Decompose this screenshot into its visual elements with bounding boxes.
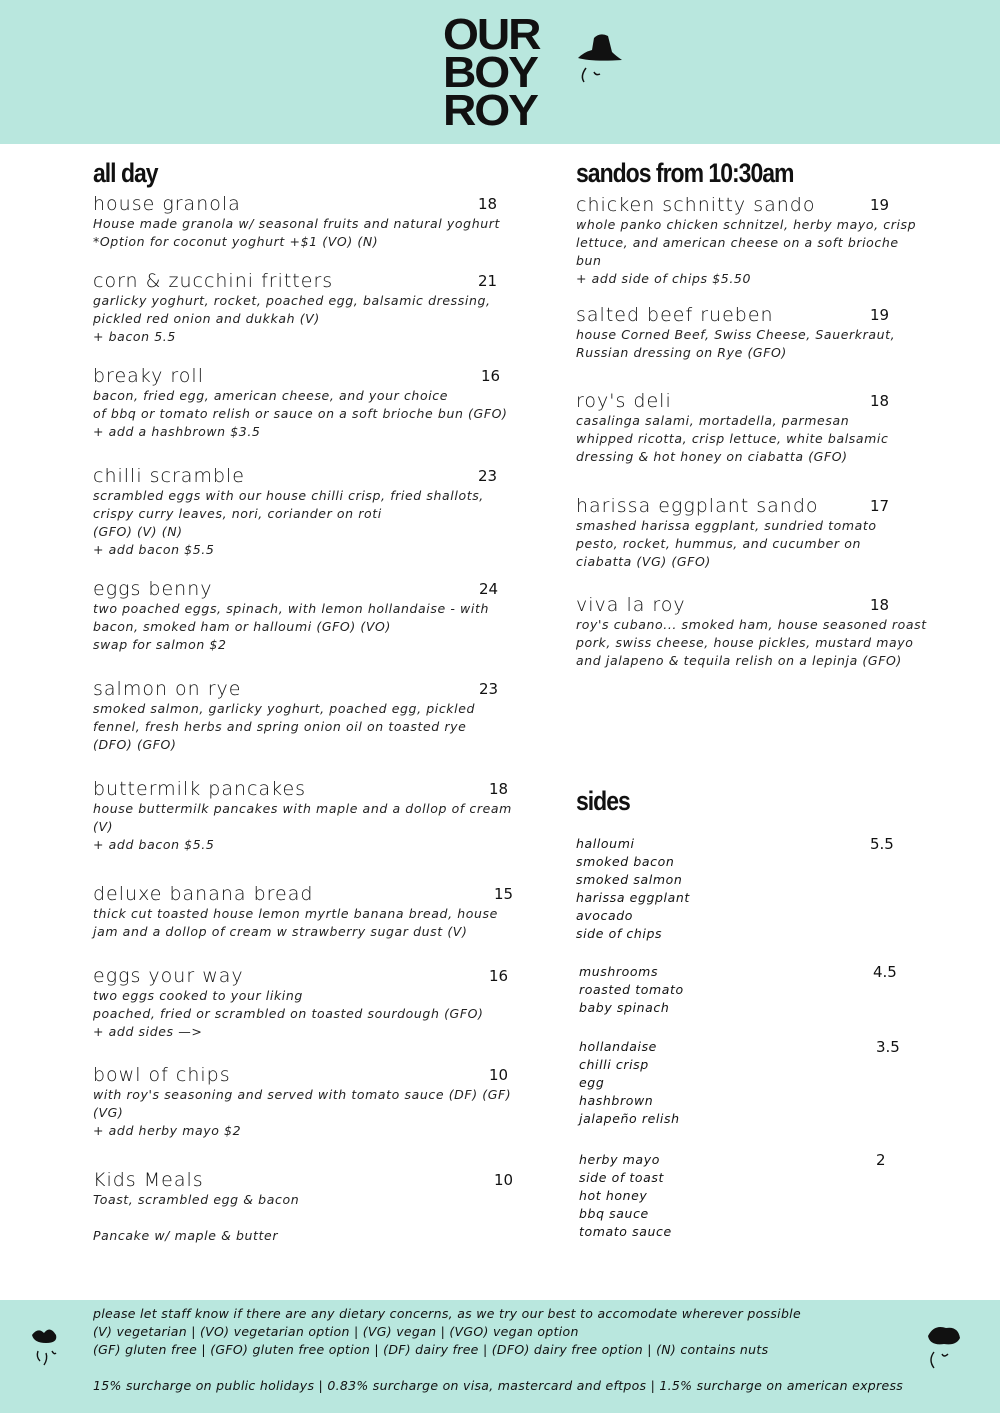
- menu-item: [93, 465, 484, 559]
- item-price: 19: [870, 196, 890, 214]
- logo: [443, 10, 540, 135]
- footer-notes: [93, 1305, 903, 1395]
- menu-item: [93, 965, 484, 1041]
- item-price: 19: [870, 306, 890, 324]
- menu-item: [576, 495, 877, 571]
- menu-item: [93, 1064, 511, 1140]
- footer-line: (V) vegetarian | (VO) vegetarian option | (VG) vegan | (VGO) vegan option: [93, 1324, 579, 1339]
- item-price: 18: [870, 392, 890, 410]
- sides-group: hollandaise chilli crisp egg hashbrown jalapeño relish: [579, 1039, 680, 1126]
- item-price: 23: [478, 467, 498, 485]
- item-name: eggs benny: [93, 578, 213, 600]
- sides-price: 4.5: [873, 963, 897, 981]
- item-price: 21: [478, 272, 498, 290]
- item-price: 16: [489, 967, 509, 985]
- item-description: casalinga salami, mortadella, parmesan whipped ricotta, crisp lettuce, white balsamic dressing & hot honey on ciabatta (GFO): [576, 413, 889, 464]
- sides-price: 3.5: [876, 1038, 900, 1056]
- item-description: House made granola w/ seasonal fruits and natural yoghurt *Option for coconut yoghurt +$1 (VO) (N): [93, 216, 500, 249]
- menu-item: [93, 883, 498, 941]
- item-name: bowl of chips: [93, 1064, 231, 1086]
- item-description: smashed harissa eggplant, sundried tomato pesto, rocket, hummus, and cucumber on ciabatta (VG) (GFO): [576, 518, 877, 569]
- sides-group: halloumi smoked bacon smoked salmon harissa eggplant avocado side of chips: [576, 836, 690, 941]
- menu-item: [93, 1169, 299, 1245]
- footer-line: 15% surcharge on public holidays | 0.83% surcharge on visa, mastercard and eftpos | 1.5% surcharge on american express: [93, 1378, 904, 1393]
- item-name: Kids Meals: [93, 1169, 204, 1191]
- item-description: bacon, fried egg, american cheese, and your choice of bbq or tomato relish or sauce on a soft brioche bun (GFO) + add a hashbrown $3.5: [93, 388, 508, 439]
- item-name: salted beef rueben: [576, 304, 774, 326]
- menu-item: [93, 778, 512, 854]
- item-description: house buttermilk pancakes with maple and a dollop of cream (V) + add bacon $5.5: [93, 801, 512, 852]
- item-description: two poached eggs, spinach, with lemon hollandaise - with bacon, smoked ham or halloumi (GFO) (VO) swap for salmon $2: [93, 601, 489, 652]
- item-name: chilli scramble: [93, 465, 245, 487]
- section-heading-all-day: all day: [93, 157, 158, 188]
- item-name: salmon on rye: [93, 678, 242, 700]
- cowboy-hat-icon: [920, 1322, 964, 1372]
- item-name: breaky roll: [93, 365, 204, 387]
- menu-item: [93, 270, 491, 346]
- section-heading-sides: sides: [576, 785, 630, 816]
- menu-item: [93, 193, 500, 251]
- item-description: house Corned Beef, Swiss Cheese, Sauerkraut, Russian dressing on Rye (GFO): [576, 327, 896, 360]
- item-price: 23: [479, 680, 499, 698]
- menu-item: [93, 678, 475, 754]
- menu-item: [93, 365, 508, 441]
- sides-group: mushrooms roasted tomato baby spinach: [579, 964, 684, 1015]
- item-description: garlicky yoghurt, rocket, poached egg, balsamic dressing, pickled red onion and dukkah (V) + bacon 5.5: [93, 293, 491, 344]
- flower-icon: [28, 1325, 62, 1369]
- menu-item: [576, 390, 888, 466]
- item-price: 18: [478, 195, 498, 213]
- item-description: with roy's seasoning and served with tomato sauce (DF) (GF) (VG) + add herby mayo $2: [93, 1087, 512, 1138]
- item-name: corn & zucchini fritters: [93, 270, 334, 292]
- item-description: Toast, scrambled egg & bacon Pancake w/ maple & butter: [93, 1192, 300, 1243]
- item-name: eggs your way: [93, 965, 244, 987]
- menu-item: [93, 578, 489, 654]
- item-name: viva la roy: [576, 594, 686, 616]
- item-description: two eggs cooked to your liking poached, fried or scrambled on toasted sourdough (GFO) + add sides —>: [93, 988, 484, 1039]
- item-name: roy's deli: [576, 390, 672, 412]
- cowboy-hat-icon: [572, 30, 628, 90]
- item-price: 10: [489, 1066, 509, 1084]
- item-description: scrambled eggs with our house chilli crisp, fried shallots, crispy curry leaves, nori, coriander on roti (GFO) (V) (N) + add bacon $5.5: [93, 488, 484, 557]
- item-price: 24: [479, 580, 499, 598]
- sides-price: 5.5: [870, 835, 894, 853]
- item-name: deluxe banana bread: [93, 883, 314, 905]
- menu-item: [576, 194, 916, 288]
- menu-item: [576, 304, 895, 362]
- item-price: 18: [489, 780, 509, 798]
- logo-line: OUR: [443, 10, 540, 59]
- item-price: 17: [870, 497, 890, 515]
- item-price: 18: [870, 596, 890, 614]
- item-description: whole panko chicken schnitzel, herby mayo, crisp lettuce, and american cheese on a soft brioche bun + add side of chips $5.50: [576, 217, 917, 286]
- item-name: house granola: [93, 193, 241, 215]
- item-name: chicken schnitty sando: [576, 194, 816, 216]
- item-description: thick cut toasted house lemon myrtle banana bread, house jam and a dollop of cream w strawberry sugar dust (V): [93, 906, 498, 939]
- footer-line: please let staff know if there are any dietary concerns, as we try our best to accomodate wherever possible: [93, 1306, 801, 1321]
- item-price: 10: [494, 1171, 514, 1189]
- logo-line: ROY: [443, 86, 537, 135]
- footer-line: (GF) gluten free | (GFO) gluten free option | (DF) dairy free | (DFO) dairy free option | (N) contains nuts: [93, 1342, 769, 1357]
- item-price: 15: [494, 885, 514, 903]
- item-price: 16: [481, 367, 501, 385]
- logo-line: BOY: [443, 48, 537, 97]
- item-name: harissa eggplant sando: [576, 495, 819, 517]
- section-heading-sandos: sandos from 10:30am: [576, 157, 794, 188]
- sides-price: 2: [876, 1151, 886, 1169]
- item-description: roy's cubano... smoked ham, house seasoned roast pork, swiss cheese, house pickles, mustard mayo and jalapeno & tequila relish on a lepinja (GFO): [576, 617, 927, 668]
- item-description: smoked salmon, garlicky yoghurt, poached egg, pickled fennel, fresh herbs and spring onion oil on toasted rye (DFO) (GFO): [93, 701, 476, 752]
- sides-group: herby mayo side of toast hot honey bbq sauce tomato sauce: [579, 1152, 672, 1239]
- item-name: buttermilk pancakes: [93, 778, 307, 800]
